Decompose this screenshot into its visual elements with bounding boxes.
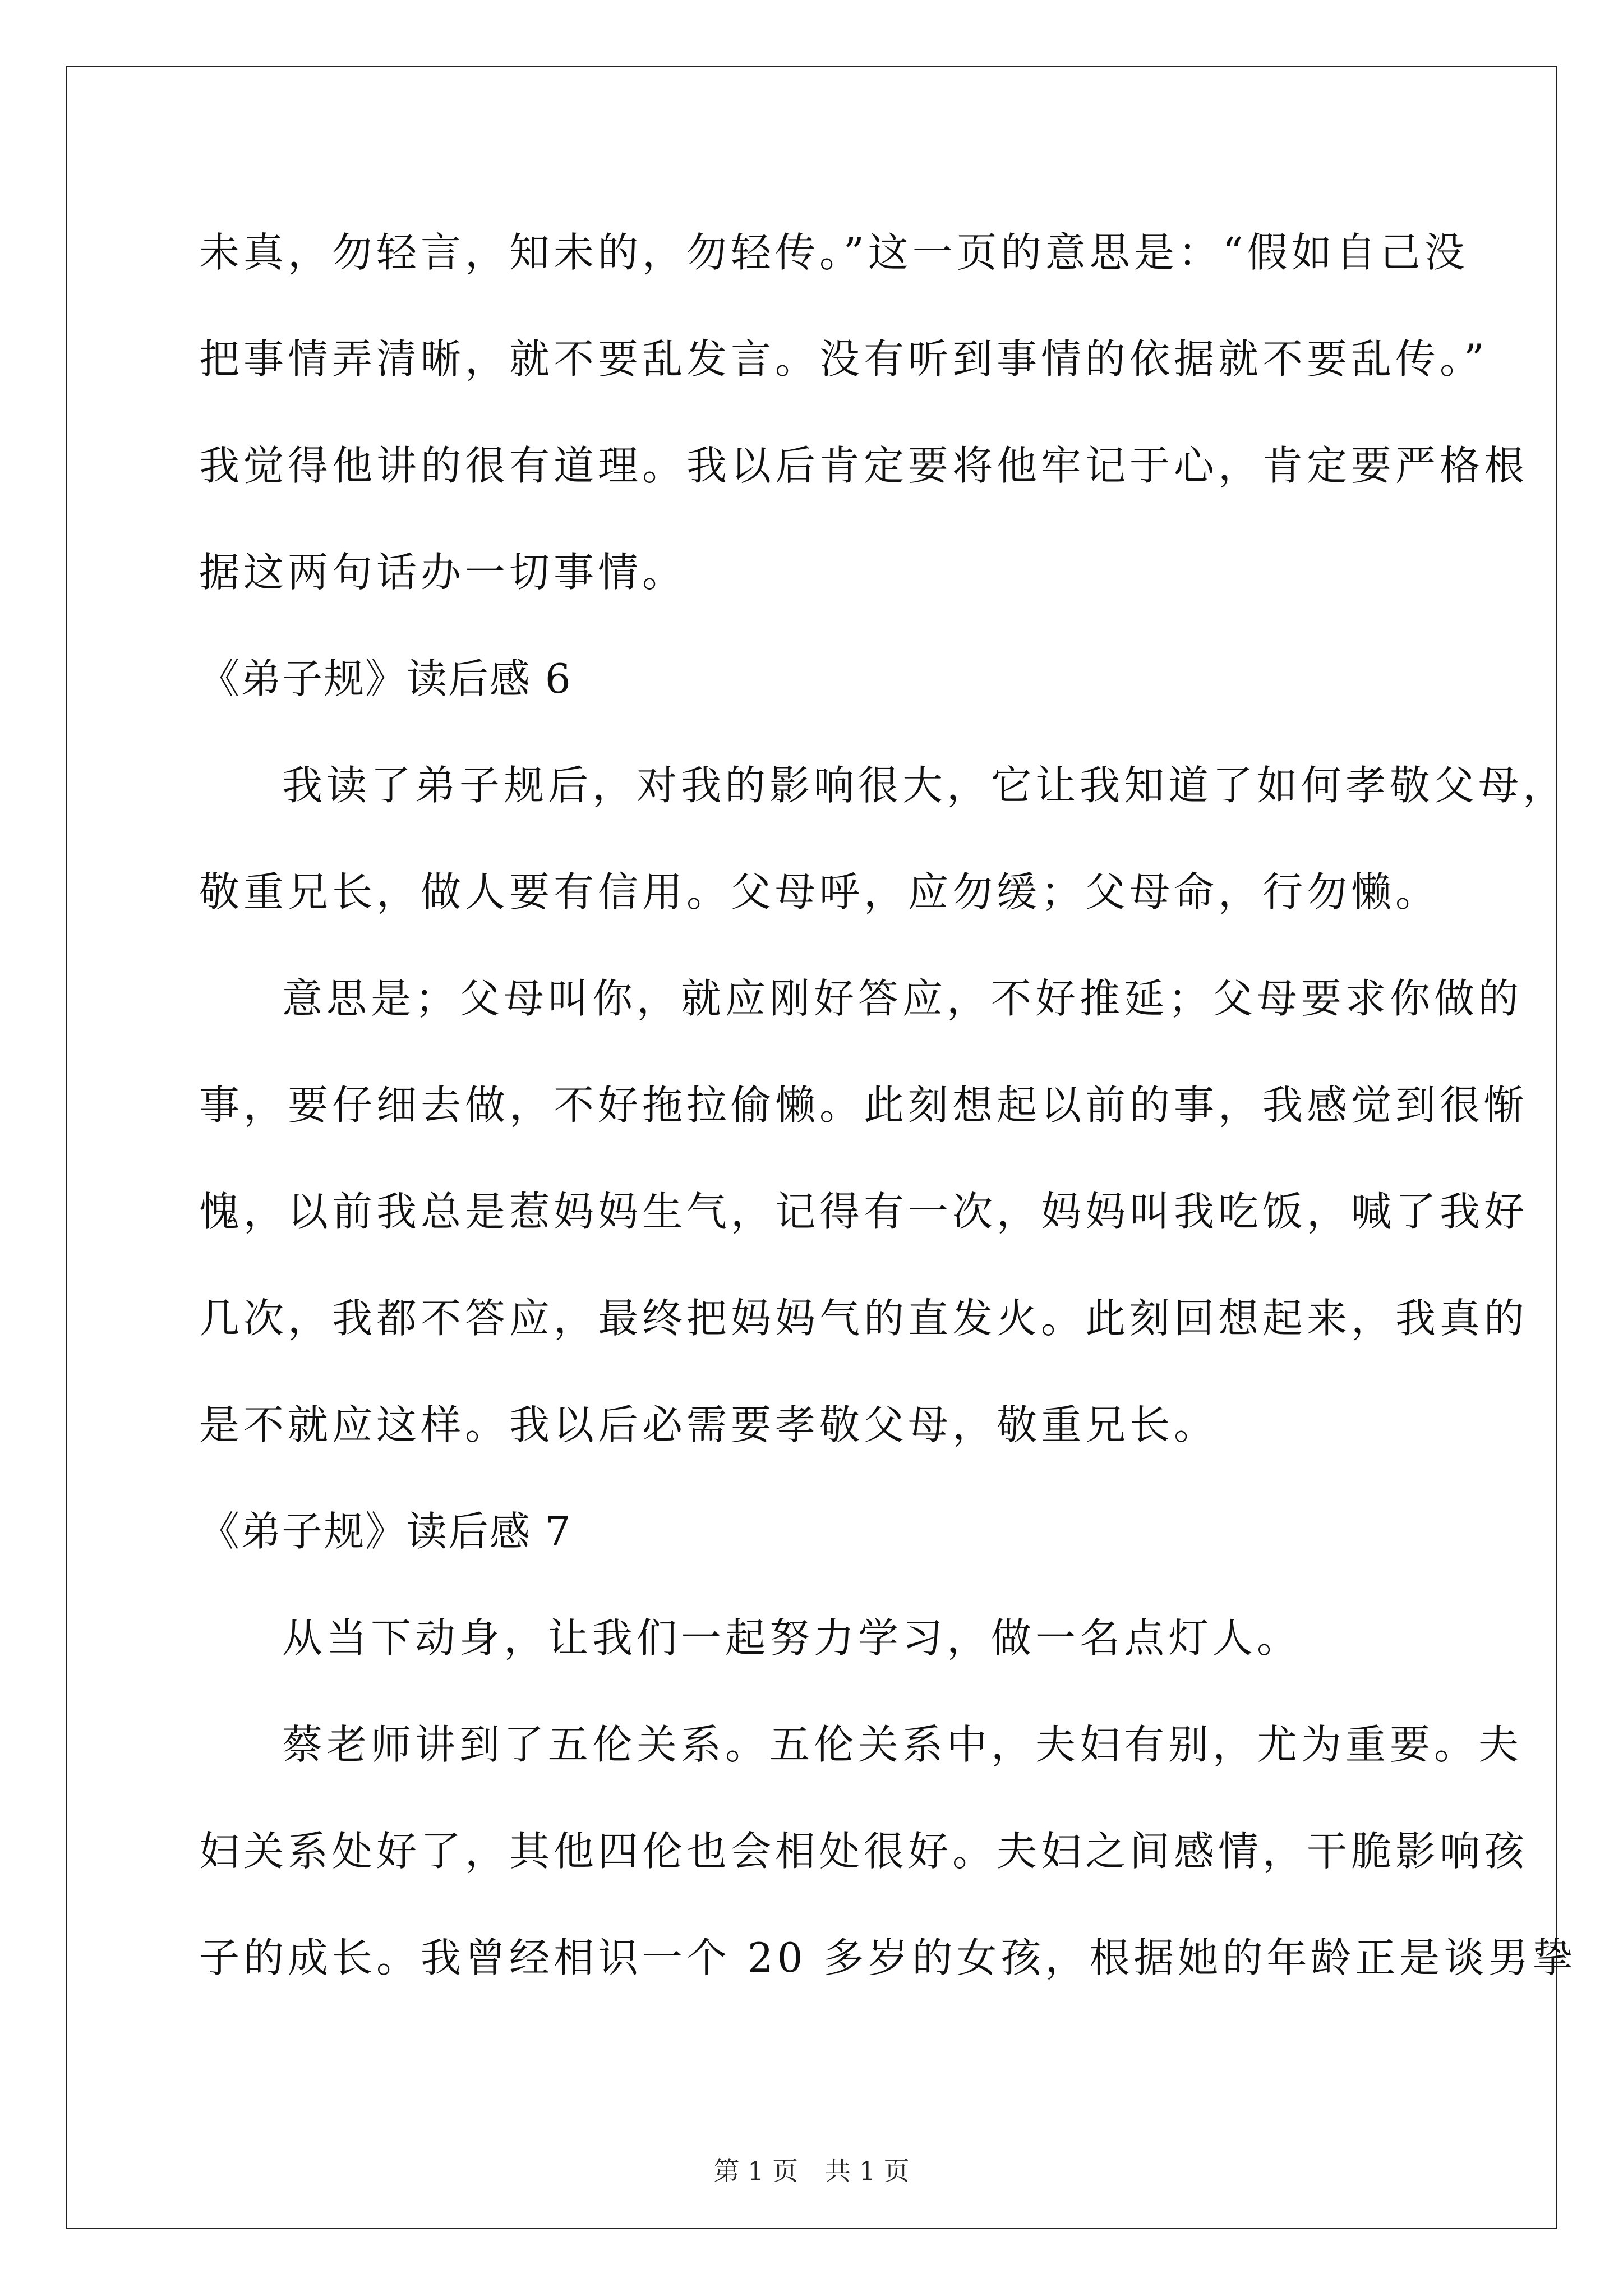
- text-line: 据这两句话办一切事情。: [199, 549, 687, 596]
- section-heading: 《弟子规》读后感 7: [199, 1508, 572, 1555]
- page-number: 第 1 页: [713, 2156, 798, 2186]
- text-line: 把事情弄清晰，就不要乱发言。没有听到事情的依据就不要乱传。”: [199, 335, 1488, 383]
- text-line: 事，要仔细去做，不好拖拉偷懒。此刻想起以前的事，我感觉到很惭: [199, 1082, 1529, 1129]
- page-footer: [0, 2154, 1623, 2188]
- page-border: [66, 66, 1557, 2229]
- text-line: 是不就应这样。我以后必需要孝敬父母，敬重兄长。: [199, 1401, 1219, 1448]
- text-line: 从当下动身，让我们一起努力学习，做一名点灯人。: [282, 1614, 1302, 1662]
- section-heading: 《弟子规》读后感 6: [199, 655, 572, 702]
- page-total: 共 1 页: [825, 2156, 910, 2186]
- text-line: 敬重兄长，做人要有信用。父母呼，应勿缓；父母命，行勿懒。: [199, 868, 1440, 915]
- text-line: 蔡老师讲到了五伦关系。五伦关系中，夫妇有别，尤为重要。夫: [282, 1721, 1523, 1768]
- text-line: 未真，勿轻言，知未的，勿轻传。”这一页的意思是：“假如自己没: [199, 229, 1469, 276]
- text-line: 意思是；父母叫你，就应刚好答应，不好推延；父母要求你做的: [282, 975, 1523, 1022]
- text-line: 我觉得他讲的很有道理。我以后肯定要将他牢记于心，肯定要严格根: [199, 442, 1529, 489]
- text-line: 妇关系处好了，其他四伦也会相处很好。夫妇之间感情，干脆影响孩: [199, 1828, 1529, 1875]
- text-line: 愧，以前我总是惹妈妈生气，记得有一次，妈妈叫我吃饭，喊了我好: [199, 1188, 1529, 1235]
- text-line: 我读了弟子规后，对我的影响很大，它让我知道了如何孝敬父母，: [282, 762, 1567, 809]
- text-line: 几次，我都不答应，最终把妈妈气的直发火。此刻回想起来，我真的: [199, 1295, 1529, 1342]
- text-line: 子的成长。我曾经相识一个 20 多岁的女孩，根据她的年龄正是谈男挚: [199, 1934, 1577, 1981]
